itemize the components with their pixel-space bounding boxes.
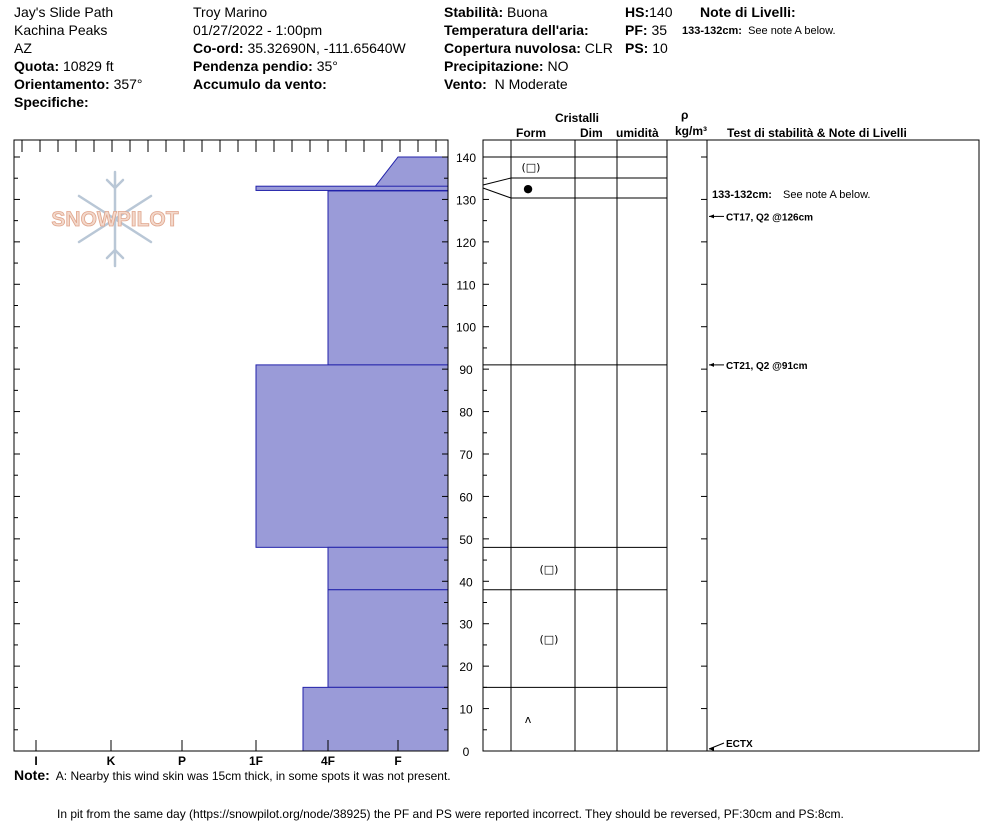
test-pointer (709, 743, 724, 749)
stability-tests (709, 189, 870, 751)
precip-label: Precipitazione: (444, 58, 544, 74)
test-label: CT21, Q2 @91cm (726, 360, 808, 372)
note-text: A: Nearby this wind skin was 15cm thick, in some spots it was not present. (55, 769, 451, 783)
grain-form-label: (□) (539, 563, 559, 576)
sky-value: CLR (584, 40, 613, 56)
form-header: Form (516, 126, 546, 140)
layer-note-range: 133-132cm: (712, 189, 772, 201)
location-name: Jay's Slide Path (14, 4, 114, 20)
stability-value: Buona (507, 4, 548, 20)
wind-value: N Moderate (494, 76, 568, 92)
hardness-tick-label: I (34, 754, 38, 768)
depth-tick-label: 140 (455, 151, 477, 165)
depth-tick-label: 70 (459, 448, 473, 462)
wind-loading-label: Accumulo da vento: (193, 76, 327, 92)
stability-header: Test di stabilità & Note di Livelli (727, 126, 907, 140)
sky-label: Copertura nuvolosa: (444, 40, 581, 56)
wind-label: Vento: (444, 76, 487, 92)
grain-form-label: (□) (521, 161, 541, 174)
depth-tick-label: 0 (462, 745, 470, 759)
hardness-tick-label: F (394, 754, 402, 768)
depth-tick-label: 110 (456, 278, 476, 293)
grain-form-label: ᴧ (524, 713, 532, 726)
density-unit-header: kg/m³ (675, 124, 708, 138)
depth-tick-label: 60 (459, 490, 473, 505)
note-label: Note: (14, 767, 50, 783)
mountain-range: Kachina Peaks (14, 22, 108, 38)
slope-label: Pendenza pendio: (193, 58, 313, 74)
hardness-bar (328, 547, 448, 589)
hardness-bar (303, 687, 448, 751)
layer-connector (483, 178, 511, 185)
hardness-bar (328, 191, 448, 365)
state: AZ (14, 40, 32, 56)
hardness-bar (328, 590, 448, 688)
specifics-label: Specifiche: (14, 94, 89, 110)
hs-value: 140 (649, 4, 673, 20)
coord-label: Co-ord: (193, 40, 244, 56)
crystals-header: Cristalli (555, 111, 600, 125)
rho-header: ρ (681, 108, 689, 122)
chart-frames (14, 140, 979, 751)
test-label: ECTX (726, 739, 753, 750)
datetime: 01/27/2022 - 1:00pm (193, 22, 323, 38)
footer-text: In pit from the same day (https://snowpilot.org/node/38925) the PF and PS were reported incorrect. They should be reversed, PF:30cm and PS:8cm. (57, 807, 844, 821)
hardness-tick-label: 4F (320, 754, 336, 768)
moisture-header: umidità (616, 126, 659, 140)
elevation-label: Quota: (14, 58, 60, 74)
test-arrowhead (709, 363, 714, 367)
hardness-tick-label: 1F (248, 754, 264, 768)
hs-label: HS: (625, 4, 650, 20)
stability-label: Stabilità: (444, 4, 504, 20)
watermark-text: SNOWPILOT (51, 208, 179, 231)
depth-tick-label: 40 (459, 575, 473, 590)
grain-form-label: ● (523, 182, 533, 195)
header-layer-note-range: 133-132cm: (682, 25, 742, 37)
hardness-tick-label: P (177, 754, 187, 768)
layer-connector (483, 188, 511, 198)
precip-value: NO (547, 58, 569, 74)
size-header: Dim (580, 126, 603, 140)
depth-tick-label: 90 (459, 363, 473, 378)
hardness-bar (256, 365, 448, 547)
observer: Troy Marino (193, 4, 268, 20)
layer-note-text: See note A below. (783, 189, 871, 201)
hardness-bar (256, 186, 448, 190)
depth-tick-label: 30 (459, 617, 473, 632)
test-label: CT17, Q2 @126cm (726, 212, 814, 224)
aspect-label: Orientamento: (14, 76, 110, 92)
depth-tick-label: 50 (459, 532, 473, 547)
elevation-value: 10829 ft (63, 58, 114, 74)
depth-tick-label: 10 (459, 702, 473, 717)
ps-label: PS: (625, 40, 649, 56)
depth-tick-label: 130 (455, 193, 477, 208)
header-layer-note-text: See note A below. (748, 25, 836, 37)
slope-value: 35° (316, 58, 338, 74)
depth-tick-label: 100 (455, 320, 477, 335)
hardness-tick-label: K (106, 754, 116, 768)
ps-value: 10 (652, 40, 668, 56)
snowpilot-watermark (51, 172, 178, 266)
test-arrowhead (709, 214, 714, 218)
depth-tick-label: 20 (459, 660, 473, 675)
grain-forms (522, 161, 559, 726)
note-line (14, 767, 451, 784)
hardness-profile (256, 157, 448, 751)
hardness-bar (375, 157, 448, 187)
aspect-value: 357° (113, 76, 143, 92)
grain-form-label: (□) (539, 633, 559, 646)
layer-notes-title: Note di Livelli: (700, 4, 796, 20)
depth-tick-label: 120 (455, 235, 477, 250)
coord-value: 35.32690N, -111.65640W (247, 40, 406, 56)
depth-tick-label: 80 (459, 405, 473, 420)
pf-label: PF: (625, 22, 648, 38)
air-temp-label: Temperatura dell'aria: (444, 22, 589, 38)
pf-value: 35 (651, 22, 668, 38)
